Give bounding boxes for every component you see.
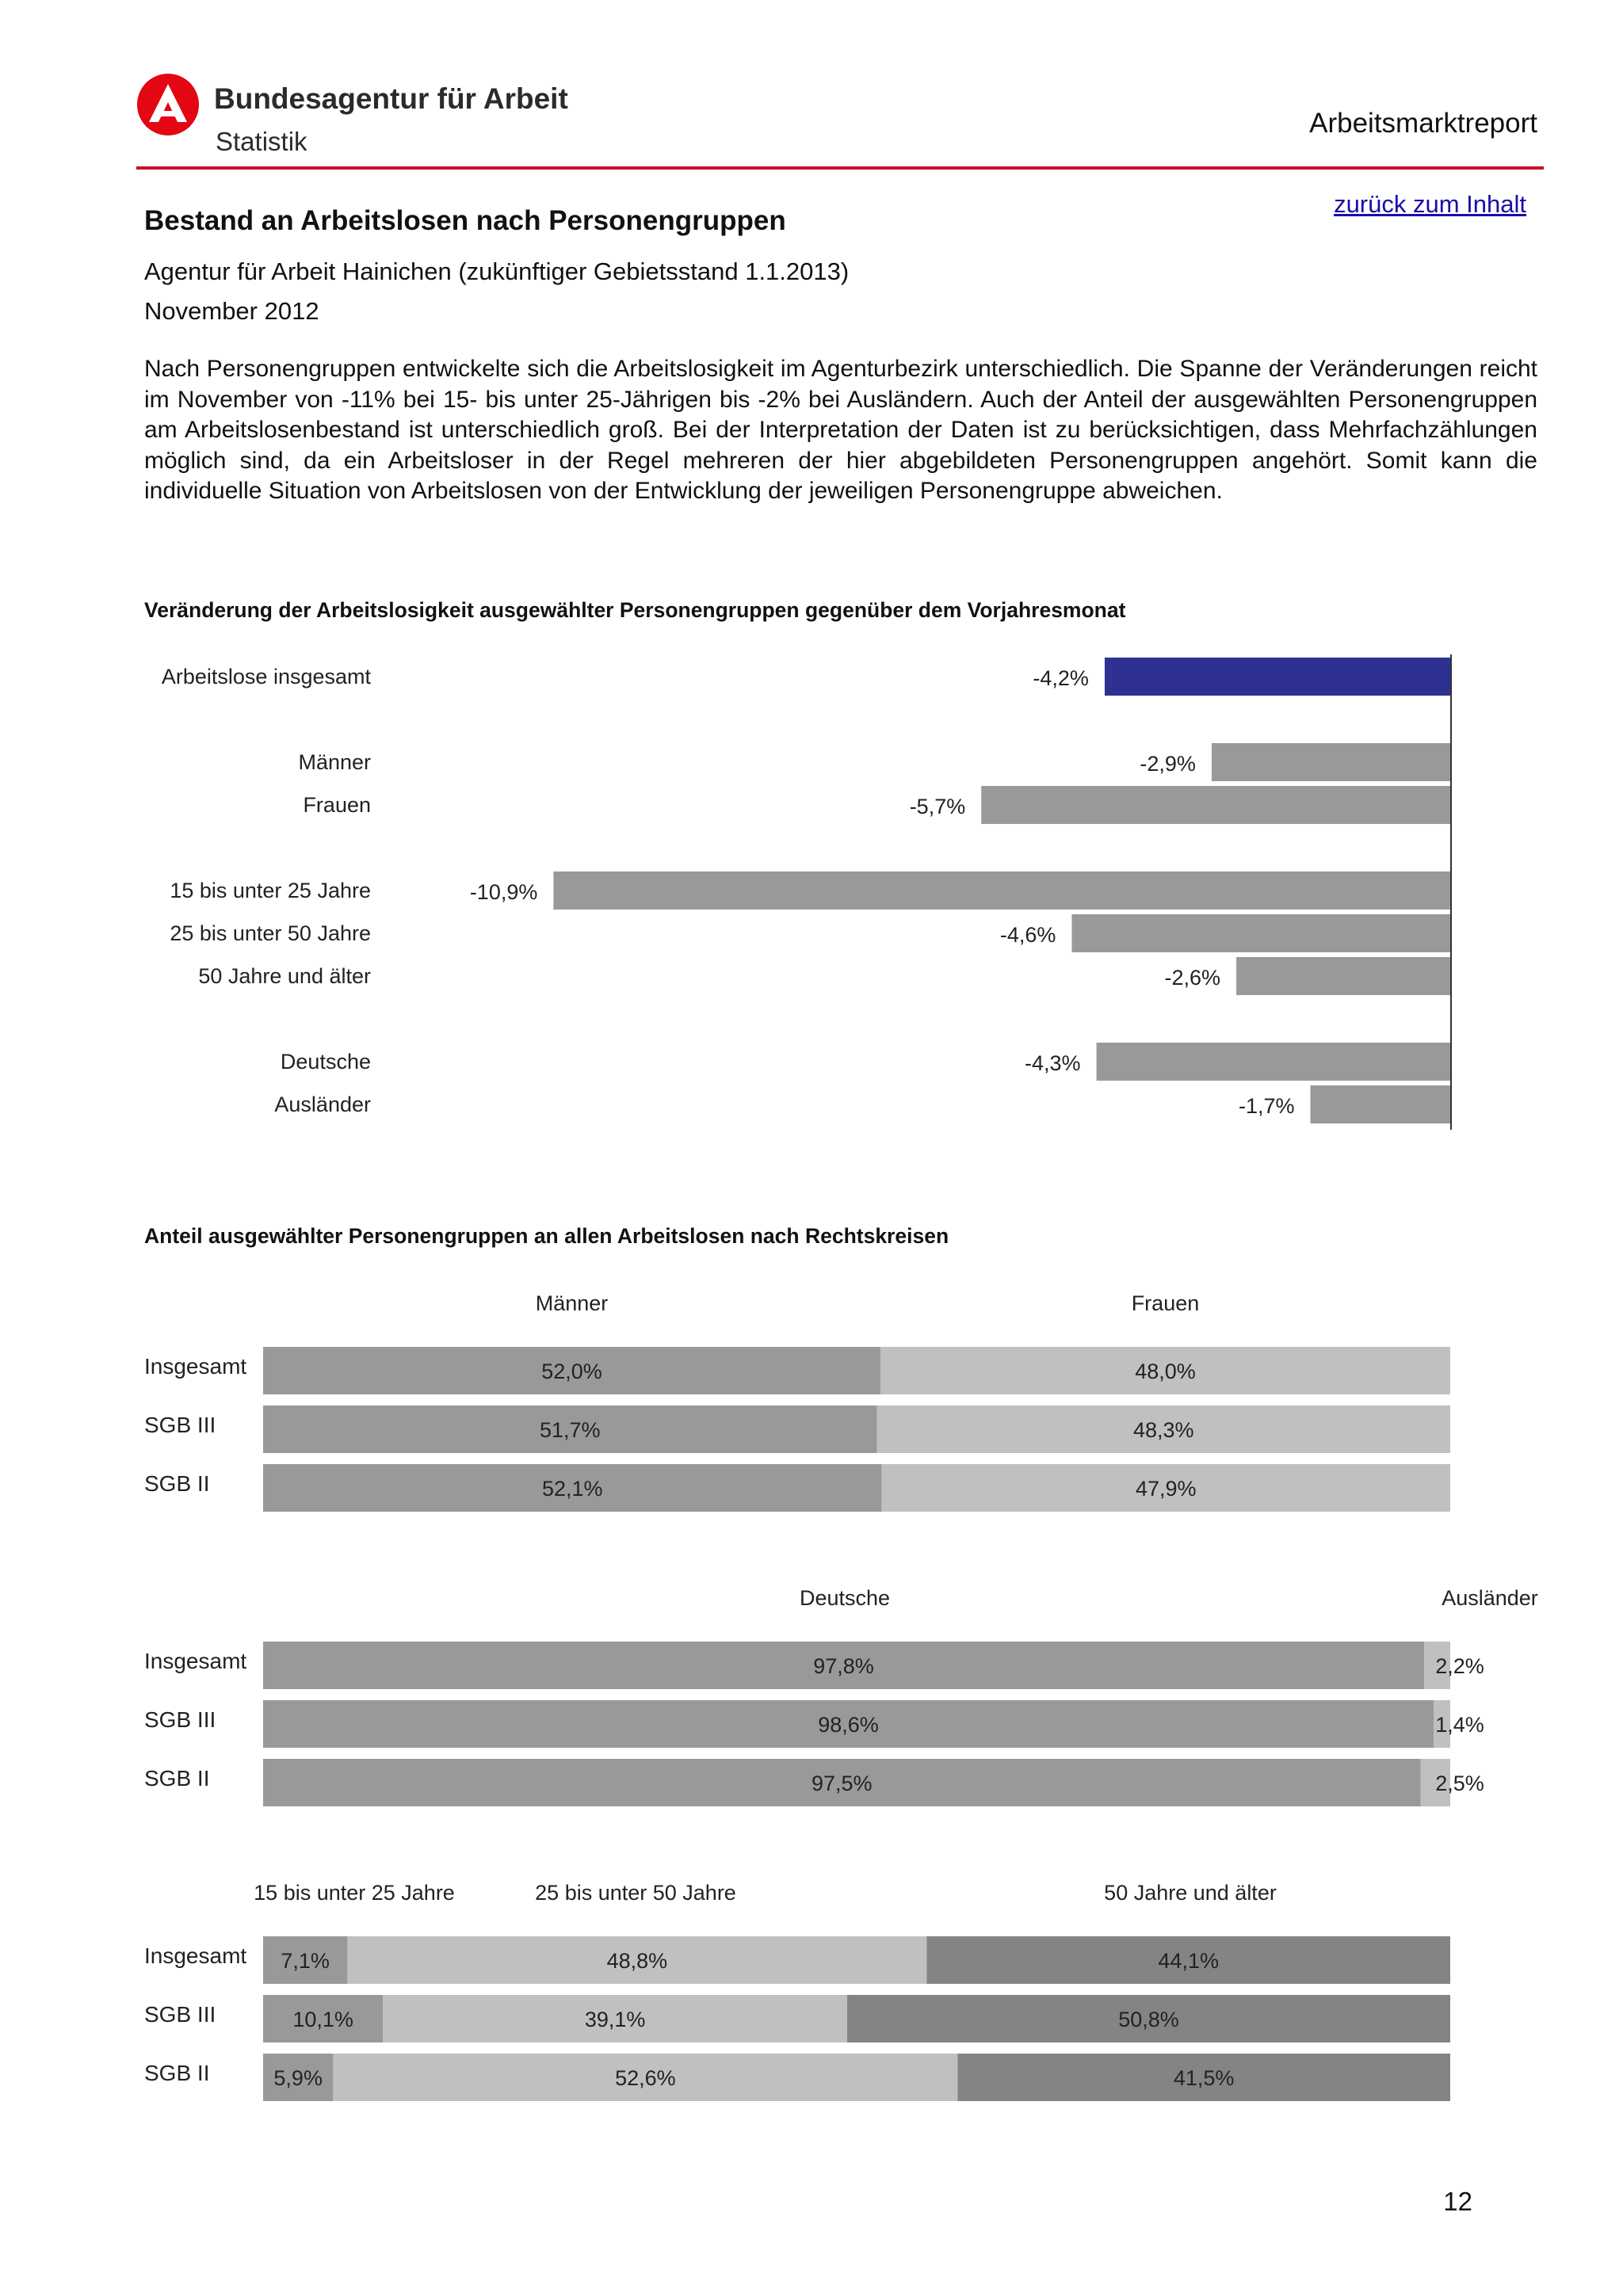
change-value-label: -5,7% bbox=[909, 795, 966, 818]
header-rule bbox=[136, 166, 1544, 170]
change-bar bbox=[1071, 914, 1450, 952]
share-value-label: 47,9% bbox=[1135, 1477, 1197, 1501]
change-bar bbox=[1097, 1043, 1450, 1081]
change-bar bbox=[1311, 1085, 1450, 1123]
change-category-label: 25 bis unter 50 Jahre bbox=[170, 921, 371, 945]
share-value-label: 97,8% bbox=[813, 1654, 874, 1678]
change-bar bbox=[553, 871, 1450, 910]
share-value-label: 10,1% bbox=[292, 2008, 353, 2031]
share-value-label: 48,8% bbox=[606, 1949, 668, 1973]
change-bar bbox=[1212, 743, 1450, 781]
row-label: SGB II bbox=[144, 2061, 210, 2085]
row-label: SGB II bbox=[144, 1471, 210, 1496]
change-value-label: -10,9% bbox=[469, 880, 538, 904]
share-value-label: 51,7% bbox=[539, 1418, 601, 1442]
page-number: 12 bbox=[1443, 2187, 1472, 2216]
org-name: Bundesagentur für Arbeit bbox=[214, 82, 568, 115]
change-category-label: Deutsche bbox=[280, 1050, 371, 1074]
change-category-label: 15 bis unter 25 Jahre bbox=[170, 879, 371, 902]
change-value-label: -4,3% bbox=[1025, 1051, 1081, 1075]
change-category-label: Frauen bbox=[303, 793, 371, 817]
row-label: Insgesamt bbox=[144, 1943, 247, 1968]
change-category-label: Arbeitslose insgesamt bbox=[161, 665, 371, 688]
chart2-title: Anteil ausgewählter Personengruppen an allen Arbeitslosen nach Rechtskreisen bbox=[144, 1224, 949, 1248]
share-value-label: 2,5% bbox=[1435, 1772, 1484, 1795]
share-value-label: 44,1% bbox=[1158, 1949, 1219, 1973]
change-value-label: -2,9% bbox=[1140, 752, 1196, 776]
chart1-title: Veränderung der Arbeitslosigkeit ausgewählter Personengruppen gegenüber dem Vorjahresmonat bbox=[144, 598, 1126, 622]
change-bar bbox=[981, 786, 1450, 824]
share-value-label: 48,0% bbox=[1135, 1360, 1196, 1383]
share-value-label: 41,5% bbox=[1173, 2066, 1235, 2090]
share-value-label: 7,1% bbox=[281, 1949, 330, 1973]
row-label: SGB II bbox=[144, 1766, 210, 1791]
share-value-label: 52,1% bbox=[541, 1477, 603, 1501]
row-label: Insgesamt bbox=[144, 1354, 247, 1379]
change-category-label: 50 Jahre und älter bbox=[198, 964, 371, 988]
back-to-contents-link[interactable]: zurück zum Inhalt bbox=[1334, 190, 1526, 218]
org-sub: Statistik bbox=[216, 127, 307, 156]
share-value-label: 97,5% bbox=[811, 1772, 873, 1795]
share-value-label: 1,4% bbox=[1435, 1713, 1484, 1737]
series-header: 25 bis unter 50 Jahre bbox=[535, 1881, 736, 1905]
change-bar bbox=[1236, 957, 1450, 995]
share-value-label: 50,8% bbox=[1118, 2008, 1179, 2031]
change-chart bbox=[127, 634, 1506, 1141]
share-value-label: 39,1% bbox=[584, 2008, 646, 2031]
series-header: 15 bis unter 25 Jahre bbox=[254, 1881, 455, 1905]
intro-paragraph: Nach Personengruppen entwickelte sich die Arbeitslosigkeit im Agenturbezirk unterschiedlich. Die Spanne der Veränderungen reicht im November von -11% bei 15- bis unter 25-Jährigen bis -2% bei Ausländern. Auch der Anteil der ausgewählten Personengruppen am Arbeitslosenbestand ist unterschiedlich groß. Bei der Interpretation der Daten ist zu berücksichtigen, dass Mehrfachzählungen möglich sind, da ein Arbeitsloser in der Regel mehreren der hier abgebildeten Personengruppen angehört. Somit kann die individuelle Situation von Arbeitslosen von der Entwicklung der jeweiligen Personengruppe abweichen. bbox=[144, 356, 1537, 505]
period-label: November 2012 bbox=[144, 297, 319, 325]
row-label: SGB III bbox=[144, 1707, 216, 1732]
series-header: Männer bbox=[535, 1291, 609, 1315]
change-bar bbox=[1105, 658, 1450, 696]
row-label: SGB III bbox=[144, 2002, 216, 2027]
share-value-label: 2,2% bbox=[1435, 1654, 1484, 1678]
row-label: SGB III bbox=[144, 1413, 216, 1437]
share-value-label: 48,3% bbox=[1132, 1418, 1194, 1442]
share-value-label: 52,6% bbox=[615, 2066, 676, 2090]
series-header: Ausländer bbox=[1442, 1586, 1538, 1610]
ba-logo bbox=[136, 73, 200, 136]
section-title: Bestand an Arbeitslosen nach Personengruppen bbox=[144, 205, 786, 236]
change-value-label: -2,6% bbox=[1164, 966, 1221, 990]
series-header: Deutsche bbox=[799, 1586, 891, 1610]
row-label: Insgesamt bbox=[144, 1649, 247, 1673]
change-category-label: Ausländer bbox=[274, 1093, 371, 1116]
share-value-label: 5,9% bbox=[273, 2066, 323, 2090]
series-header: Frauen bbox=[1131, 1291, 1200, 1315]
series-header: 50 Jahre und älter bbox=[1104, 1881, 1277, 1905]
share-chart bbox=[127, 1268, 1538, 2107]
change-value-label: -4,6% bbox=[999, 923, 1056, 947]
change-value-label: -1,7% bbox=[1238, 1094, 1295, 1118]
change-value-label: -4,2% bbox=[1033, 666, 1089, 690]
share-value-label: 98,6% bbox=[818, 1713, 879, 1737]
share-value-label: 52,0% bbox=[541, 1360, 602, 1383]
region-label: Agentur für Arbeit Hainichen (zukünftiger Gebietsstand 1.1.2013) bbox=[144, 257, 850, 285]
report-label: Arbeitsmarktreport bbox=[1309, 108, 1537, 139]
change-category-label: Männer bbox=[298, 750, 371, 774]
